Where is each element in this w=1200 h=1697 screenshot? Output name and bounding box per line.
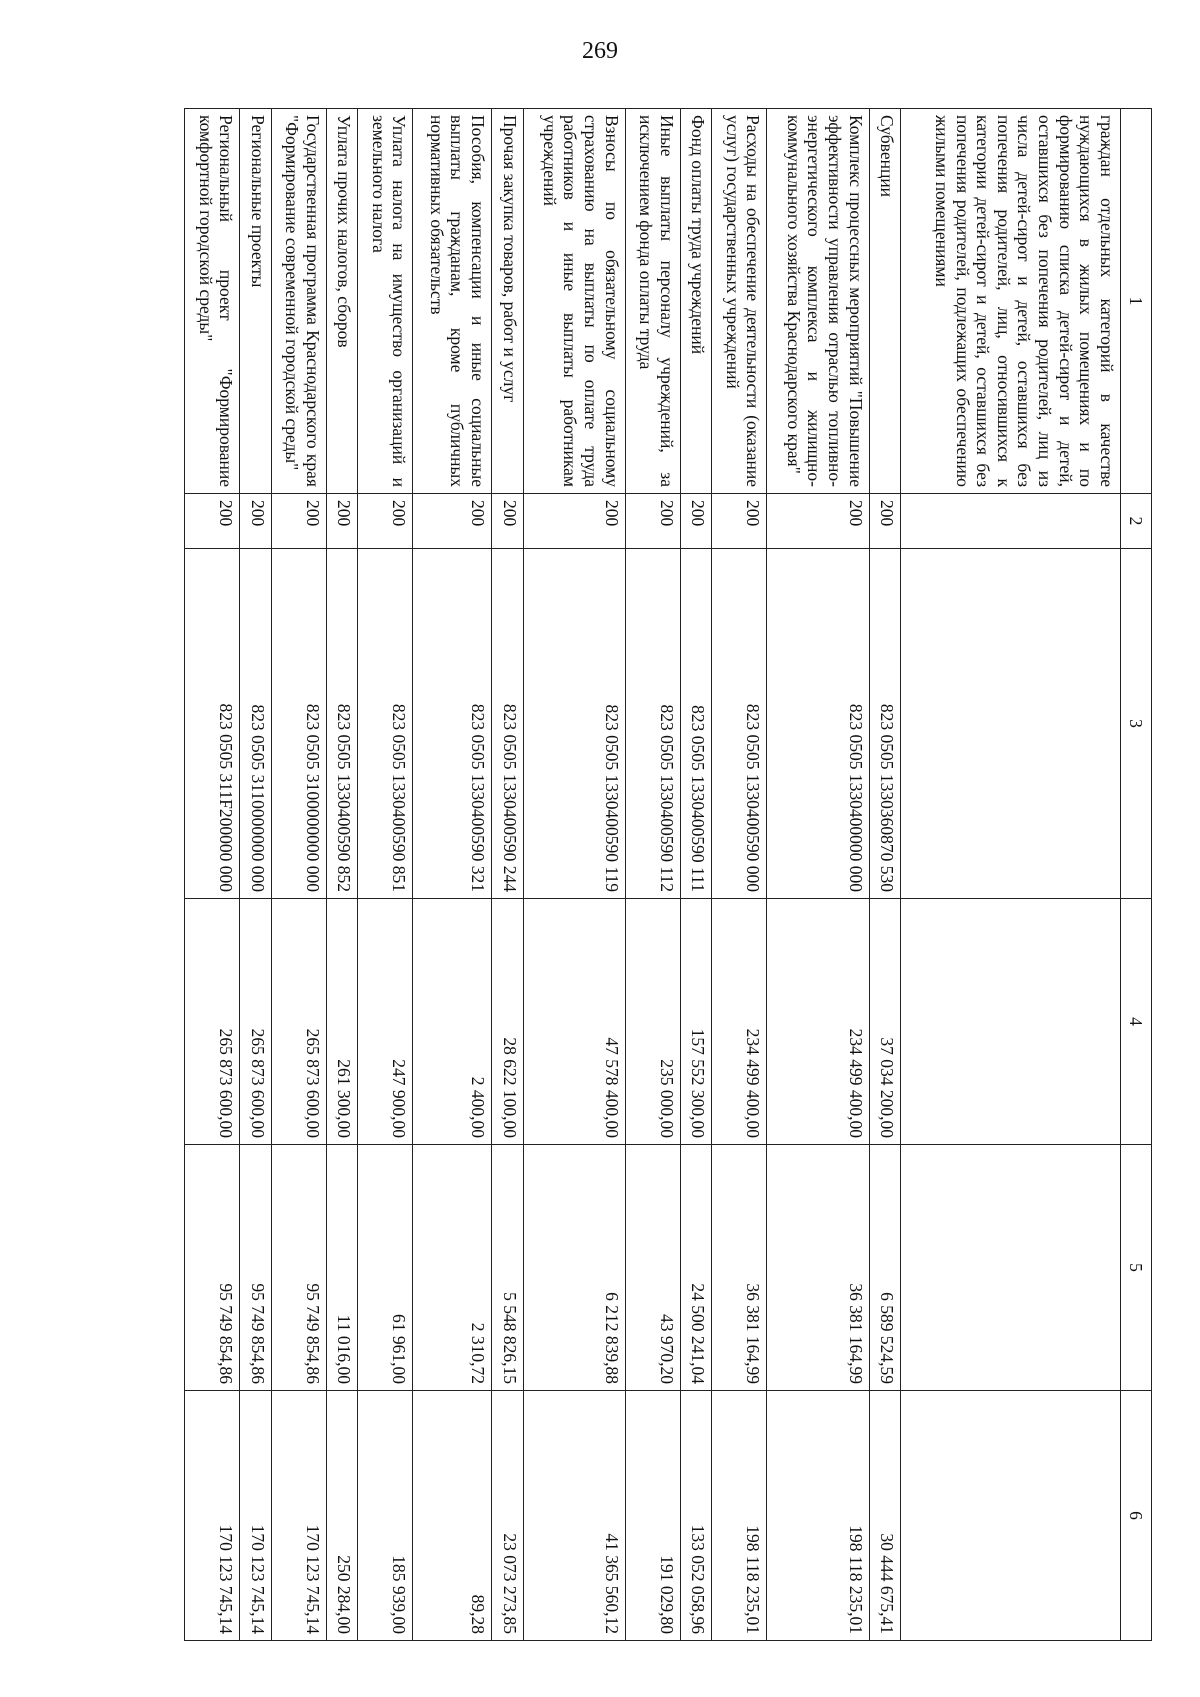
column-header: 6: [1121, 1391, 1152, 1641]
row-approved-amount-cell: 247 900,00: [358, 899, 413, 1145]
table-row: [767, 109, 869, 1641]
row-budget-code-cell: 823 0505 1330400590 112: [625, 549, 680, 899]
row-remaining-amount-cell: [901, 1391, 1121, 1641]
row-group-code-cell: 200: [413, 494, 492, 549]
row-name-cell: Уплата прочих налогов, сборов: [326, 109, 358, 494]
row-group-code-cell: 200: [767, 494, 869, 549]
row-group-code-cell: 200: [271, 494, 326, 549]
row-group-code-cell: 200: [523, 494, 625, 549]
page-number: 269: [582, 38, 618, 64]
table-row: [240, 109, 272, 1641]
row-budget-code-cell: 823 0505 1330400590 321: [413, 549, 492, 899]
row-remaining-amount-cell: 30 444 675,41: [869, 1391, 901, 1641]
row-executed-amount-cell: 95 749 854,86: [240, 1145, 272, 1391]
row-approved-amount-cell: 234 499 400,00: [712, 899, 767, 1145]
row-name-cell: Комплекс процессных мероприятий "Повышение эффективности управления отраслью топливно-энергетического комплекса и жилищно-коммунального хозяйства Краснодарского края": [767, 109, 869, 494]
table-row: [869, 109, 901, 1641]
row-name-cell: Фонд оплаты труда учреждений: [680, 109, 712, 494]
row-approved-amount-cell: 265 873 600,00: [240, 899, 272, 1145]
row-executed-amount-cell: 43 970,20: [625, 1145, 680, 1391]
row-remaining-amount-cell: 250 284,00: [326, 1391, 358, 1641]
row-approved-amount-cell: [901, 899, 1121, 1145]
row-approved-amount-cell: 47 578 400,00: [523, 899, 625, 1145]
row-remaining-amount-cell: 185 939,00: [358, 1391, 413, 1641]
row-group-code-cell: 200: [492, 494, 524, 549]
budget-execution-table: [184, 108, 1152, 1641]
row-group-code-cell: 200: [185, 494, 240, 549]
row-name-cell: Иные выплаты персоналу учреждений, за исключением фонда оплаты труда: [625, 109, 680, 494]
row-remaining-amount-cell: 198 118 235,01: [767, 1391, 869, 1641]
row-group-code-cell: 200: [358, 494, 413, 549]
table-row: [326, 109, 358, 1641]
row-executed-amount-cell: 6 589 524,59: [869, 1145, 901, 1391]
row-approved-amount-cell: 234 499 400,00: [767, 899, 869, 1145]
row-budget-code-cell: 823 0505 1330400590 119: [523, 549, 625, 899]
row-approved-amount-cell: 265 873 600,00: [185, 899, 240, 1145]
row-budget-code-cell: 823 0505 3100000000 000: [271, 549, 326, 899]
row-budget-code-cell: 823 0505 3110000000 000: [240, 549, 272, 899]
row-executed-amount-cell: 36 381 164,99: [712, 1145, 767, 1391]
row-budget-code-cell: 823 0505 1330400590 852: [326, 549, 358, 899]
row-remaining-amount-cell: 133 052 058,96: [680, 1391, 712, 1641]
row-remaining-amount-cell: 89,28: [413, 1391, 492, 1641]
row-remaining-amount-cell: 170 123 745,14: [240, 1391, 272, 1641]
row-group-code-cell: 200: [680, 494, 712, 549]
row-remaining-amount-cell: 170 123 745,14: [185, 1391, 240, 1641]
row-executed-amount-cell: 6 212 839,88: [523, 1145, 625, 1391]
row-executed-amount-cell: 11 016,00: [326, 1145, 358, 1391]
table-header-row: [1121, 109, 1152, 1641]
column-header: 3: [1121, 549, 1152, 899]
row-group-code-cell: 200: [712, 494, 767, 549]
row-name-cell: Региональные проекты: [240, 109, 272, 494]
table-row: [358, 109, 413, 1641]
row-approved-amount-cell: 261 300,00: [326, 899, 358, 1145]
row-executed-amount-cell: 36 381 164,99: [767, 1145, 869, 1391]
row-name-cell: Государственная программа Краснодарского края "Формирование современной городской среды": [271, 109, 326, 494]
row-budget-code-cell: 823 0505 1330400590 851: [358, 549, 413, 899]
table-row: [271, 109, 326, 1641]
row-group-code-cell: [901, 494, 1121, 549]
column-header: 1: [1121, 109, 1152, 494]
table-row: [185, 109, 240, 1641]
row-budget-code-cell: 823 0505 1330400590 111: [680, 549, 712, 899]
row-budget-code-cell: 823 0505 311F200000 000: [185, 549, 240, 899]
row-approved-amount-cell: 157 552 300,00: [680, 899, 712, 1145]
column-header: 5: [1121, 1145, 1152, 1391]
row-approved-amount-cell: 28 622 100,00: [492, 899, 524, 1145]
row-group-code-cell: 200: [625, 494, 680, 549]
row-remaining-amount-cell: 198 118 235,01: [712, 1391, 767, 1641]
column-header: 4: [1121, 899, 1152, 1145]
row-approved-amount-cell: 2 400,00: [413, 899, 492, 1145]
row-name-cell: Уплата налога на имущество организаций и земельного налога: [358, 109, 413, 494]
row-name-cell: Региональный проект "Формирование комфортной городской среды": [185, 109, 240, 494]
row-budget-code-cell: 823 0505 1330400000 000: [767, 549, 869, 899]
table-row: [625, 109, 680, 1641]
row-remaining-amount-cell: 170 123 745,14: [271, 1391, 326, 1641]
row-executed-amount-cell: 2 310,72: [413, 1145, 492, 1391]
row-approved-amount-cell: 235 000,00: [625, 899, 680, 1145]
row-remaining-amount-cell: 191 029,80: [625, 1391, 680, 1641]
rotated-table-container: [184, 108, 1152, 1640]
row-budget-code-cell: 823 0505 1330360870 530: [869, 549, 901, 899]
table-row: [492, 109, 524, 1641]
table-row: [680, 109, 712, 1641]
row-name-cell: Расходы на обеспечение деятельности (оказание услуг) государственных учреждений: [712, 109, 767, 494]
row-executed-amount-cell: 95 749 854,86: [271, 1145, 326, 1391]
row-executed-amount-cell: 24 500 241,04: [680, 1145, 712, 1391]
row-executed-amount-cell: 95 749 854,86: [185, 1145, 240, 1391]
row-approved-amount-cell: 37 034 200,00: [869, 899, 901, 1145]
row-budget-code-cell: 823 0505 1330400590 244: [492, 549, 524, 899]
row-approved-amount-cell: 265 873 600,00: [271, 899, 326, 1145]
row-group-code-cell: 200: [240, 494, 272, 549]
row-name-cell: граждан отдельных категорий в качестве нуждающихся в жилых помещениях и по формированию списка детей-сирот и детей, оставшихся без попечения родителей, лиц из числа детей-сирот и детей, оставшихся без попечения родителей, лиц, относившихся к категории детей-сирот и детей, оставшихся без попечения родителей, подлежащих обеспечению жилыми помещениями: [901, 109, 1121, 494]
row-executed-amount-cell: 5 548 826,15: [492, 1145, 524, 1391]
row-executed-amount-cell: 61 961,00: [358, 1145, 413, 1391]
row-group-code-cell: 200: [326, 494, 358, 549]
table-row: [523, 109, 625, 1641]
row-name-cell: Прочая закупка товаров, работ и услуг: [492, 109, 524, 494]
table-row: [712, 109, 767, 1641]
column-header: 2: [1121, 494, 1152, 549]
row-remaining-amount-cell: 41 365 560,12: [523, 1391, 625, 1641]
row-name-cell: Взносы по обязательному социальному страхованию на выплаты по оплате труда работников и иные выплаты работникам учреждений: [523, 109, 625, 494]
row-name-cell: Пособия, компенсации и иные социальные выплаты гражданам, кроме публичных нормативных обязательств: [413, 109, 492, 494]
row-budget-code-cell: [901, 549, 1121, 899]
row-name-cell: Субвенции: [869, 109, 901, 494]
row-budget-code-cell: 823 0505 1330400590 000: [712, 549, 767, 899]
row-executed-amount-cell: [901, 1145, 1121, 1391]
row-group-code-cell: 200: [869, 494, 901, 549]
table-row: [901, 109, 1121, 1641]
row-remaining-amount-cell: 23 073 273,85: [492, 1391, 524, 1641]
table-row: [413, 109, 492, 1641]
